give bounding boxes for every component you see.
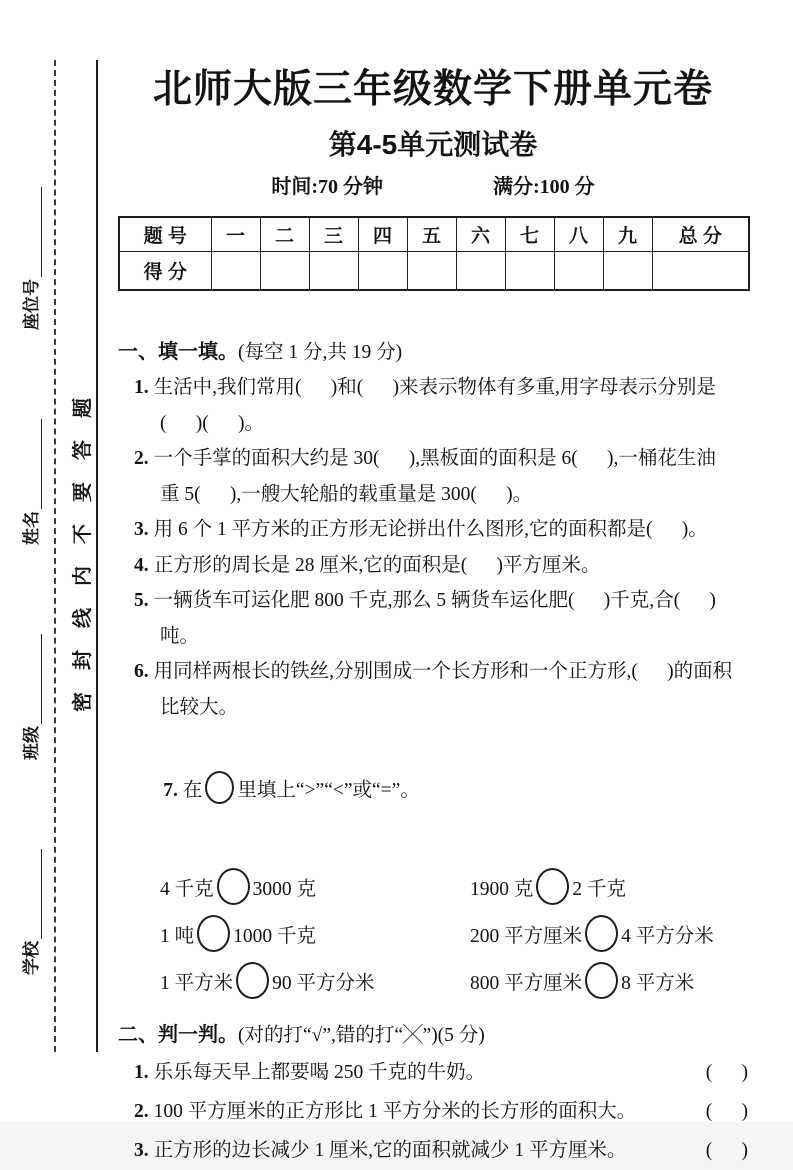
section2-heading <box>118 1018 748 1053</box>
section1-note: (每空 1 分,共 19 分) <box>238 342 403 363</box>
question-text: 一个手掌的面积大约是 30( ),黑板面的面积是 6( ),一桶花生油 <box>153 448 716 469</box>
exam-subtitle: 第4-5单元测试卷 <box>328 129 538 160</box>
question-4 <box>118 548 748 584</box>
compare-circle-icon <box>536 868 569 905</box>
seat-number-blank-line <box>38 187 42 277</box>
question-number: 7. <box>163 780 178 801</box>
question-number: 4. <box>134 554 149 576</box>
compare-circle-icon <box>236 962 269 999</box>
section1-title: 一、填一填。 <box>118 341 238 363</box>
section2-note: (对的打“√”,错的打“╳”)(5 分) <box>238 1025 485 1046</box>
question-number: 3. <box>134 519 149 540</box>
class-label: 班级 <box>22 726 41 760</box>
page-title: 北师大版三年级数学下册单元卷 <box>152 68 713 111</box>
compare-left: 4 千克 <box>160 879 214 900</box>
compare-right: 8 平方米 <box>621 973 695 994</box>
name-label: 姓名 <box>22 511 41 545</box>
answer-parens: ( ) <box>705 1140 748 1161</box>
question-text: 一辆货车可运化肥 800 千克,那么 5 辆货车运化肥( )千克,合( ) <box>153 590 716 611</box>
question-number: 6. <box>134 661 149 682</box>
section1-heading <box>118 335 748 370</box>
compare-item <box>470 962 694 999</box>
compare-item <box>160 915 470 952</box>
score-cell <box>505 252 554 291</box>
score-row-label: 得 分 <box>119 252 211 291</box>
judge-question-1 <box>118 1053 748 1092</box>
score-table-col-total: 总 分 <box>652 217 749 252</box>
question-text: 正方形的边长减少 1 厘米,它的面积就减少 1 平方厘米。 <box>153 1140 627 1161</box>
time-label: 时间:70 分钟 <box>271 176 383 198</box>
question-7 <box>118 731 748 851</box>
score-cell <box>652 252 749 291</box>
judge-question-2 <box>118 1092 748 1131</box>
question-6 <box>118 654 748 725</box>
score-cell <box>456 252 505 291</box>
score-table-col-2: 二 <box>260 217 309 252</box>
full-score-label: 满分:100 分 <box>493 176 595 198</box>
class-field <box>17 634 42 760</box>
question-text-continued: 重 5( ),一艘大轮船的载重量是 300( )。 <box>160 483 533 505</box>
seat-number-field <box>17 187 42 330</box>
school-label: 学校 <box>22 941 41 975</box>
question-text: 用 6 个 1 平方米的正方形无论拼出什么图形,它的面积都是( )。 <box>153 519 708 540</box>
school-field <box>17 849 42 975</box>
student-info-fields <box>16 187 42 975</box>
school-blank-line <box>38 849 42 939</box>
question-text-continued: 比较大。 <box>160 696 239 718</box>
compare-circle-icon <box>205 771 234 804</box>
score-table-header-row <box>119 217 749 252</box>
compare-left: 800 平方厘米 <box>470 973 583 994</box>
judge-question-3 <box>118 1131 748 1170</box>
score-table-col-4: 四 <box>358 217 407 252</box>
score-cell <box>603 252 652 291</box>
question-number: 1. <box>134 1062 149 1083</box>
question-text: 在 <box>182 780 203 801</box>
score-table-col-3: 三 <box>309 217 358 252</box>
score-table-col-9: 九 <box>603 217 652 252</box>
score-cell <box>358 252 407 291</box>
question-number: 1. <box>134 377 149 398</box>
compare-right: 1000 千克 <box>233 926 317 947</box>
question-number: 5. <box>134 590 149 611</box>
score-table <box>118 216 750 291</box>
compare-right: 4 平方分米 <box>621 926 714 947</box>
compare-right: 3000 克 <box>252 879 317 900</box>
score-table-col-8: 八 <box>554 217 603 252</box>
compare-left: 1 平方米 <box>160 973 234 994</box>
question-text: 乐乐每天早上都要喝 250 千克的牛奶。 <box>153 1062 486 1083</box>
question-1 <box>118 370 748 441</box>
score-cell <box>407 252 456 291</box>
question-number: 2. <box>134 1101 149 1122</box>
seal-text: 密封线内不要答题 <box>72 376 94 712</box>
compare-item <box>160 962 470 999</box>
question-text: 100 平方厘米的正方形比 1 平方分米的长方形的面积大。 <box>153 1101 637 1122</box>
score-table-col-7: 七 <box>505 217 554 252</box>
question-3 <box>118 512 748 548</box>
score-cell <box>260 252 309 291</box>
score-table-col-5: 五 <box>407 217 456 252</box>
compare-circle-icon <box>197 915 230 952</box>
compare-item <box>160 868 470 905</box>
seat-number-label: 座位号 <box>22 279 41 330</box>
compare-circle-icon <box>585 915 618 952</box>
question-2 <box>118 441 748 512</box>
seal-solid-line <box>96 60 98 1052</box>
compare-row-2 <box>118 910 748 957</box>
compare-left: 1900 克 <box>470 879 534 900</box>
compare-row-3 <box>118 957 748 1004</box>
seal-dashed-line <box>54 60 56 1052</box>
answer-parens: ( ) <box>705 1101 748 1122</box>
score-cell <box>211 252 260 291</box>
name-blank-line <box>38 419 42 509</box>
compare-item <box>470 915 714 952</box>
question-text: 正方形的周长是 28 厘米,它的面积是( )平方厘米。 <box>153 554 601 576</box>
score-table-corner: 题 号 <box>119 217 211 252</box>
score-table-score-row <box>119 252 749 291</box>
score-cell <box>554 252 603 291</box>
compare-item <box>470 868 626 905</box>
compare-left: 1 吨 <box>160 926 195 947</box>
exam-meta <box>118 174 748 200</box>
compare-circle-icon <box>217 868 250 905</box>
name-field <box>17 419 42 545</box>
main-content <box>118 0 748 1170</box>
compare-right: 2 千克 <box>572 879 627 900</box>
class-blank-line <box>38 634 42 724</box>
answer-parens: ( ) <box>705 1062 748 1083</box>
question-text: 里填上“>”“<”或“=”。 <box>237 780 420 801</box>
question-text: 生活中,我们常用( )和( )来表示物体有多重,用字母表示分别是 <box>153 377 716 398</box>
question-5 <box>118 583 748 654</box>
question-text-continued: 吨。 <box>160 625 200 647</box>
compare-right: 90 平方分米 <box>272 973 375 994</box>
compare-row-1 <box>118 863 748 910</box>
score-table-col-1: 一 <box>211 217 260 252</box>
question-text: 用同样两根长的铁丝,分别围成一个长方形和一个正方形,( )的面积 <box>153 661 733 682</box>
question-number: 3. <box>134 1140 149 1161</box>
compare-circle-icon <box>585 962 618 999</box>
score-table-col-6: 六 <box>456 217 505 252</box>
question-number: 2. <box>134 448 149 469</box>
section2-title: 二、判一判。 <box>118 1024 238 1046</box>
score-cell <box>309 252 358 291</box>
question-text-continued: ( )( )。 <box>160 412 264 434</box>
compare-left: 200 平方厘米 <box>470 926 583 947</box>
